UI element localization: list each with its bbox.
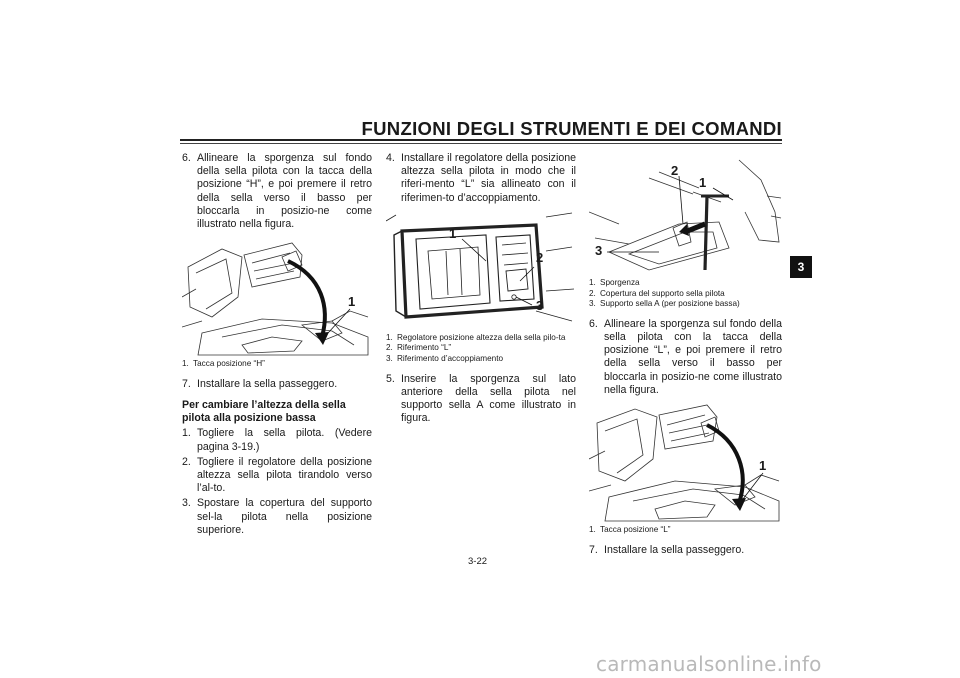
step-number: 2. (182, 455, 191, 468)
figure-seat-position-l (589, 403, 782, 523)
caption-item (589, 525, 782, 536)
page-title: FUNZIONI DEGLI STRUMENTI E DEI COMANDI (361, 118, 782, 139)
caption-item (386, 354, 576, 365)
caption-item (386, 333, 576, 344)
step (589, 318, 782, 397)
step-number: 5. (386, 372, 395, 385)
seat-support-illustration (589, 152, 782, 276)
caption-number: 2. (386, 343, 393, 353)
caption-item (589, 278, 782, 289)
step (182, 456, 372, 496)
step (182, 497, 372, 537)
figure-seat-position-h (182, 237, 372, 357)
caption-number: 3. (589, 299, 596, 309)
step-text: Spostare la copertura del supporto sel-la pilota nella posizione superiore. (197, 497, 372, 536)
caption-number: 3. (386, 354, 393, 363)
caption-text: Copertura del supporto sella pilota (600, 288, 725, 298)
caption-text: Regolatore posizione altezza della sella pilo-ta (397, 332, 566, 342)
caption-text: Riferimento d’accoppiamento (397, 354, 504, 363)
figure-callout: 1 (449, 225, 457, 241)
seat-lock-illustration (182, 237, 372, 357)
step-number: 1. (182, 427, 191, 440)
step (589, 544, 782, 557)
caption-text: Riferimento “L” (397, 343, 452, 353)
figure-callout: 3 (536, 297, 544, 313)
figure-callout: 1 (699, 175, 707, 190)
caption-number: 1. (182, 359, 189, 369)
figure-callout: 2 (671, 163, 679, 178)
step-text: Togliere il regolatore della posizione altezza sella pilota tirandolo verso l’al-to. (197, 455, 372, 495)
step-number: 4. (386, 152, 395, 164)
caption-text: Sporgenza (600, 278, 640, 287)
caption-item (386, 343, 576, 354)
caption-item (589, 289, 782, 300)
caption-text: Tacca posizione “L” (600, 525, 671, 534)
step-number: 3. (182, 497, 191, 510)
figure-caption (386, 333, 576, 365)
figure-callout: 1 (759, 458, 767, 473)
page-number: 3-22 (468, 556, 488, 567)
caption-number: 1. (589, 525, 596, 534)
step (182, 378, 372, 391)
step-number: 6. (182, 152, 191, 164)
header-rule-thin (180, 143, 782, 144)
figure-seat-support (589, 152, 782, 276)
step-text: Installare la sella passeggero. (604, 543, 745, 556)
figure-caption (589, 278, 782, 310)
step-text: Installare il regolatore della posizione altezza sella pilota in modo che il riferi-mento “L” sia allineato con il riferimen-to d’accoppiamento. (401, 152, 576, 204)
figure-caption (589, 525, 782, 536)
figure-callout: 2 (536, 249, 544, 265)
caption-number: 1. (386, 332, 393, 342)
step-text: Togliere la sella pilota. (Vedere pagina 3-19.) (197, 427, 372, 453)
step-text: Inserire la sporgenza sul lato anteriore della sella pilota nel supporto sella A come illustrato in figura. (401, 372, 576, 425)
step-number: 7. (589, 543, 598, 556)
figure-caption (182, 359, 372, 370)
step (386, 152, 576, 205)
figure-callout: 3 (595, 243, 603, 258)
header-rule (180, 139, 782, 141)
column-3 (589, 152, 782, 563)
figure-seat-height-adjuster (386, 211, 576, 331)
column-1 (182, 152, 372, 539)
step (182, 427, 372, 453)
step-text: Allineare la sporgenza sul fondo della sella pilota con la tacca della posizione “L”, e poi premere il retro della sella verso il basso per bloccarla in posizio-ne come illustrato nella figura. (604, 317, 782, 396)
caption-item (182, 359, 372, 370)
step-text: Allineare la sporgenza sul fondo della sella pilota con la tacca della posizione “H”, e poi premere il retro della sella verso il basso per bloccarla in posizio-ne come illustrato nella figura. (197, 152, 372, 231)
step-number: 7. (182, 377, 191, 390)
adjuster-illustration (386, 211, 576, 331)
step (386, 373, 576, 426)
chapter-tab: 3 (790, 256, 812, 278)
figure-callout: 1 (348, 294, 356, 310)
watermark-link[interactable]: carmanualsonline.info (596, 652, 822, 676)
caption-text: Tacca posizione “H” (193, 359, 265, 369)
step-number: 6. (589, 317, 598, 330)
caption-text: Supporto sella A (per posizione bassa) (600, 299, 740, 309)
step (182, 152, 372, 231)
caption-item (589, 299, 782, 310)
seat-lock-illustration (589, 403, 782, 523)
section-subheading: Per cambiare l’altezza della sella pilota alla posizione bassa (182, 399, 346, 425)
column-2 (386, 152, 576, 431)
caption-number: 1. (589, 278, 596, 287)
caption-number: 2. (589, 288, 596, 298)
step-text: Installare la sella passeggero. (197, 377, 338, 390)
